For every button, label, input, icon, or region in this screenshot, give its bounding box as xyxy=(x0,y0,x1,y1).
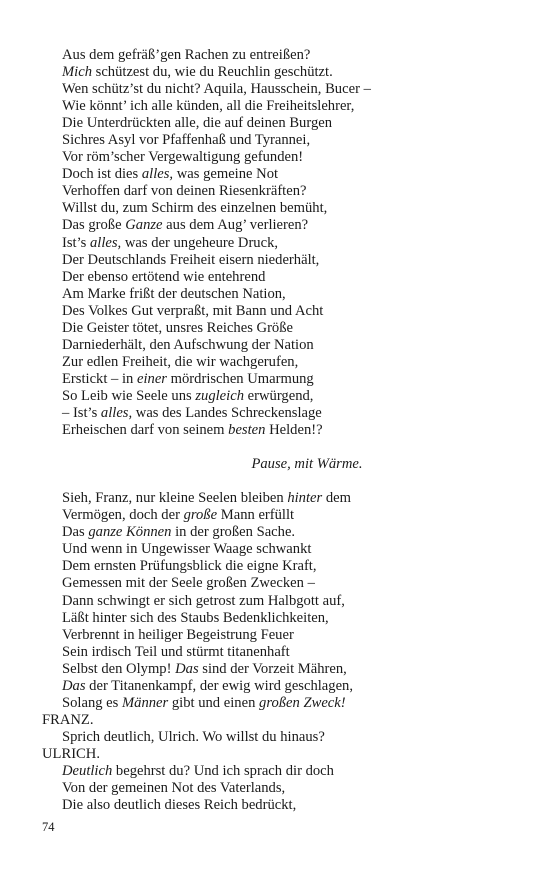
text-segment: Mann erfüllt xyxy=(217,507,295,524)
text-segment: der Titanenkampf, der ewig wird geschlagen, xyxy=(85,677,353,694)
text-segment: mördrischen Umarmung xyxy=(167,370,314,387)
text-segment: ULRICH. xyxy=(42,745,100,762)
text-segment: Willst du, zum Schirm des einzelnen bemüht, xyxy=(62,200,328,217)
italic-text: großen Zweck! xyxy=(259,694,346,711)
text-segment: Und wenn in Ungewisser Waage schwankt xyxy=(62,541,312,558)
text-segment: – Ist’s xyxy=(62,404,101,421)
verse-line xyxy=(42,132,512,149)
italic-text: ganze Können xyxy=(88,524,172,541)
text-segment: Helden!? xyxy=(265,422,323,439)
text-segment: Von der gemeinen Not des Vaterlands, xyxy=(62,780,286,797)
stage-direction xyxy=(42,456,512,473)
verse-line xyxy=(42,661,512,678)
verse-line xyxy=(42,149,512,166)
italic-text: große xyxy=(183,507,218,524)
verse-line xyxy=(42,729,512,746)
verse-line xyxy=(42,286,512,303)
text-segment: Des Volkes Gut verpraßt, mit Bann und Acht xyxy=(62,302,324,319)
text-segment: FRANZ. xyxy=(42,711,94,728)
text-segment: gibt und einen xyxy=(168,694,260,711)
text-segment: sind der Vorzeit Mähren, xyxy=(198,660,347,677)
verse-line xyxy=(42,337,512,354)
text-segment: begehrst du? Und ich sprach dir doch xyxy=(112,762,334,779)
text-segment: Aus dem gefräß’gen Rachen zu entreißen? xyxy=(62,47,311,63)
verse-line xyxy=(42,47,512,64)
text-segment: Dann schwingt er sich getrost zum Halbgott auf, xyxy=(62,592,345,609)
text-segment: Sieh, Franz, nur kleine Seelen bleiben xyxy=(62,490,288,507)
verse-line xyxy=(42,524,512,541)
text-segment: Wie könnt’ ich alle künden, all die Freiheitslehrer, xyxy=(62,98,355,115)
text-segment: Zur edlen Freiheit, die wir wachgerufen, xyxy=(62,353,299,370)
text-body xyxy=(42,47,512,814)
text-segment: dem xyxy=(322,490,351,507)
verse-line xyxy=(42,644,512,661)
text-segment: Sprich deutlich, Ulrich. Wo willst du hinaus? xyxy=(62,728,325,745)
text-segment: was der ungeheure Druck, xyxy=(121,234,279,251)
text-segment: Der ebenso ertötend wie entehrend xyxy=(62,268,266,285)
text-segment: was des Landes Schreckenslage xyxy=(132,404,322,421)
verse-line xyxy=(42,166,512,183)
verse-line xyxy=(42,780,512,797)
italic-text: alles, xyxy=(141,166,174,183)
verse-line xyxy=(42,235,512,252)
verse-line xyxy=(42,320,512,337)
text-segment: Erstickt – in xyxy=(62,370,137,387)
text-segment: Wen schütz’st du nicht? Aquila, Hausschein, Bucer – xyxy=(62,81,371,98)
verse-line xyxy=(42,371,512,388)
verse-line xyxy=(42,183,512,200)
page-number: 74 xyxy=(42,820,55,834)
text-segment: in der großen Sache. xyxy=(171,524,296,541)
text-segment: Vor röm’scher Vergewaltigung gefunden! xyxy=(62,149,304,166)
speaker-name xyxy=(42,746,512,763)
verse-line xyxy=(42,98,512,115)
text-segment: Die also deutlich dieses Reich bedrückt, xyxy=(62,797,297,814)
verse-line xyxy=(42,490,512,507)
text-segment: Das xyxy=(62,524,89,541)
blank-line xyxy=(42,473,512,490)
verse-line xyxy=(42,354,512,371)
italic-text: Mich xyxy=(62,64,92,81)
verse-line xyxy=(42,217,512,234)
text-segment: Pause, mit Wärme. xyxy=(251,456,363,473)
italic-text: Das xyxy=(62,677,86,694)
verse-line xyxy=(42,303,512,320)
text-segment: Darniederhält, den Aufschwung der Nation xyxy=(62,336,314,353)
italic-text: Ganze xyxy=(125,217,163,234)
text-segment: Sein irdisch Teil und stürmt titanenhaft xyxy=(62,643,290,660)
verse-line xyxy=(42,541,512,558)
verse-line xyxy=(42,115,512,132)
verse-line xyxy=(42,269,512,286)
italic-text: zugleich xyxy=(195,387,244,404)
italic-text: Deutlich xyxy=(62,762,113,779)
text-segment: Am Marke frißt der deutschen Nation, xyxy=(62,285,286,302)
italic-text: alles, xyxy=(100,404,133,421)
text-segment: schützest du, wie du Reuchlin geschützt. xyxy=(92,64,333,81)
text-segment: Sichres Asyl vor Pfaffenhaß und Tyrannei, xyxy=(62,132,311,149)
text-segment: Läßt hinter sich des Staubs Bedenklichkeiten, xyxy=(62,609,329,626)
verse-line xyxy=(42,695,512,712)
verse-line xyxy=(42,507,512,524)
verse-line xyxy=(42,678,512,695)
verse-line xyxy=(42,252,512,269)
italic-text: alles, xyxy=(89,234,122,251)
text-segment: Dem ernsten Prüfungsblick die eigne Kraft, xyxy=(62,558,317,575)
text-segment: Solang es xyxy=(62,694,122,711)
italic-text: einer xyxy=(137,370,167,387)
text-segment: erwürgend, xyxy=(244,387,314,404)
italic-text: hinter xyxy=(287,490,323,507)
text-segment: Ist’s xyxy=(62,234,90,251)
text-segment: Die Geister tötet, unsres Reiches Größe xyxy=(62,319,293,336)
text-segment: Selbst den Olymp! xyxy=(62,660,176,677)
verse-line xyxy=(42,81,512,98)
text-segment: Doch ist dies xyxy=(62,166,142,183)
text-segment: Gemessen mit der Seele großen Zwecken – xyxy=(62,575,315,592)
verse-line xyxy=(42,558,512,575)
text-segment: Vermögen, doch der xyxy=(62,507,184,524)
verse-line xyxy=(42,797,512,814)
verse-line xyxy=(42,388,512,405)
speaker-name xyxy=(42,712,512,729)
verse-line xyxy=(42,200,512,217)
verse-line xyxy=(42,627,512,644)
verse-line xyxy=(42,763,512,780)
text-segment: Verbrennt in heiliger Begeistrung Feuer xyxy=(62,626,294,643)
verse-line xyxy=(42,610,512,627)
text-segment: Erheischen darf von seinem xyxy=(62,422,229,439)
italic-text: besten xyxy=(228,422,266,439)
text-segment: So Leib wie Seele uns xyxy=(62,387,196,404)
text-segment: Die Unterdrückten alle, die auf deinen Burgen xyxy=(62,115,333,132)
text-segment: aus dem Aug’ verlieren? xyxy=(162,217,309,234)
blank-line xyxy=(42,439,512,456)
text-segment: Das große xyxy=(62,217,126,234)
text-segment: was gemeine Not xyxy=(173,166,279,183)
verse-line xyxy=(42,422,512,439)
verse-line xyxy=(42,593,512,610)
italic-text: Das xyxy=(175,660,199,677)
text-segment: Verhoffen darf von deinen Riesenkräften? xyxy=(62,183,307,200)
italic-text: Männer xyxy=(122,694,169,711)
text-segment: Der Deutschlands Freiheit eisern niederhält, xyxy=(62,251,320,268)
verse-line xyxy=(42,405,512,422)
verse-line xyxy=(42,64,512,81)
verse-line xyxy=(42,575,512,592)
